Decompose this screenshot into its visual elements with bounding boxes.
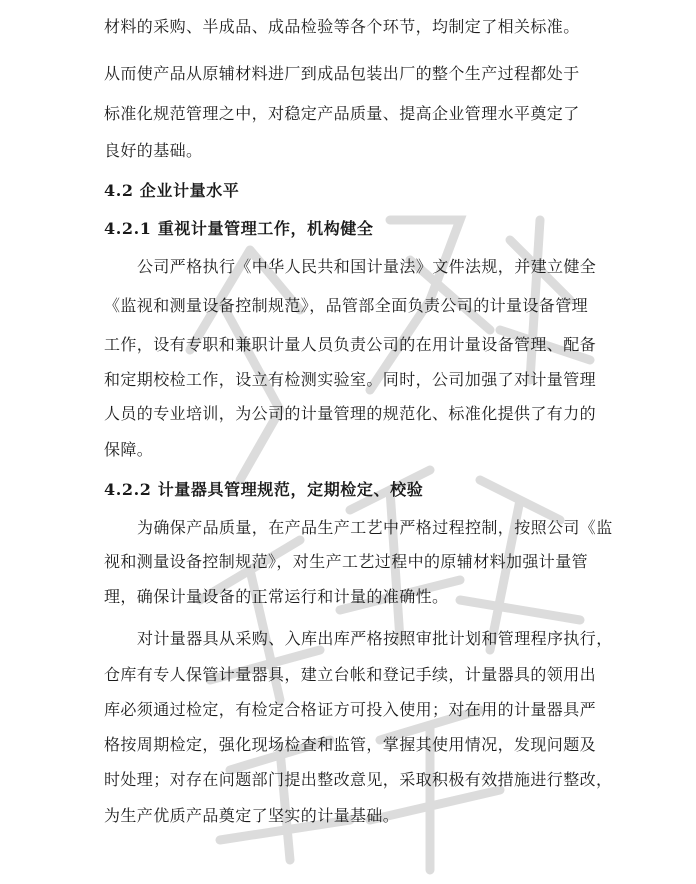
paragraph-line: 格按周期检定，强化现场检查和监管，掌握其使用情况，发现问题及 [104,735,597,754]
text-line: 标准化规范管理之中，对稳定产品质量、提高企业管理水平奠定了 [104,104,580,123]
section-heading-4-2-1: 4.2.1 重视计量管理工作，机构健全 [104,219,374,238]
paragraph-line: 人员的专业培训，为公司的计量管理的规范化、标准化提供了有力的 [104,404,597,423]
paragraph-line: 公司严格执行《中华人民共和国计量法》文件法规，并建立健全 [137,257,597,276]
paragraph-line: 为确保产品质量，在产品生产工艺中严格过程控制，按照公司《监 [137,518,613,537]
text-line: 从而使产品从原辅材料进厂到成品包装出厂的整个生产过程都处于 [104,64,580,83]
text-line: 材料的采购、半成品、成品检验等各个环节，均制定了相关标准。 [104,17,580,36]
paragraph-line: 理，确保计量设备的正常运行和计量的准确性。 [104,587,449,606]
paragraph-line: 和定期校检工作，设立有检测实验室。同时，公司加强了对计量管理 [104,370,597,389]
paragraph-line: 时处理；对存在问题部门提出整改意见，采取积极有效措施进行整改， [104,770,613,789]
section-heading-4-2: 4.2 企业计量水平 [104,181,240,200]
text-line: 良好的基础。 [104,141,203,160]
paragraph-line: 视和测量设备控制规范》，对生产工艺过程中的原辅材料加强计量管 [104,552,589,571]
paragraph-line: 为生产优质产品奠定了坚实的计量基础。 [104,806,400,825]
paragraph-line: 对计量器具从采购、入库出库严格按照审批计划和管理程序执行， [137,629,613,648]
section-heading-4-2-2: 4.2.2 计量器具管理规范，定期检定、校验 [104,480,424,499]
paragraph-line: 保障。 [104,440,154,459]
paragraph-line: 《监视和测量设备控制规范》，品管部全面负责公司的计量设备管理 [104,296,589,315]
paragraph-line: 工作，设有专职和兼职计量人员负责公司的在用计量设备管理、配备 [104,335,597,354]
paragraph-line: 仓库有专人保管计量器具，建立台帐和登记手续，计量器具的领用出 [104,665,597,684]
paragraph-line: 库必须通过检定，有检定合格证方可投入使用；对在用的计量器具严 [104,700,597,719]
